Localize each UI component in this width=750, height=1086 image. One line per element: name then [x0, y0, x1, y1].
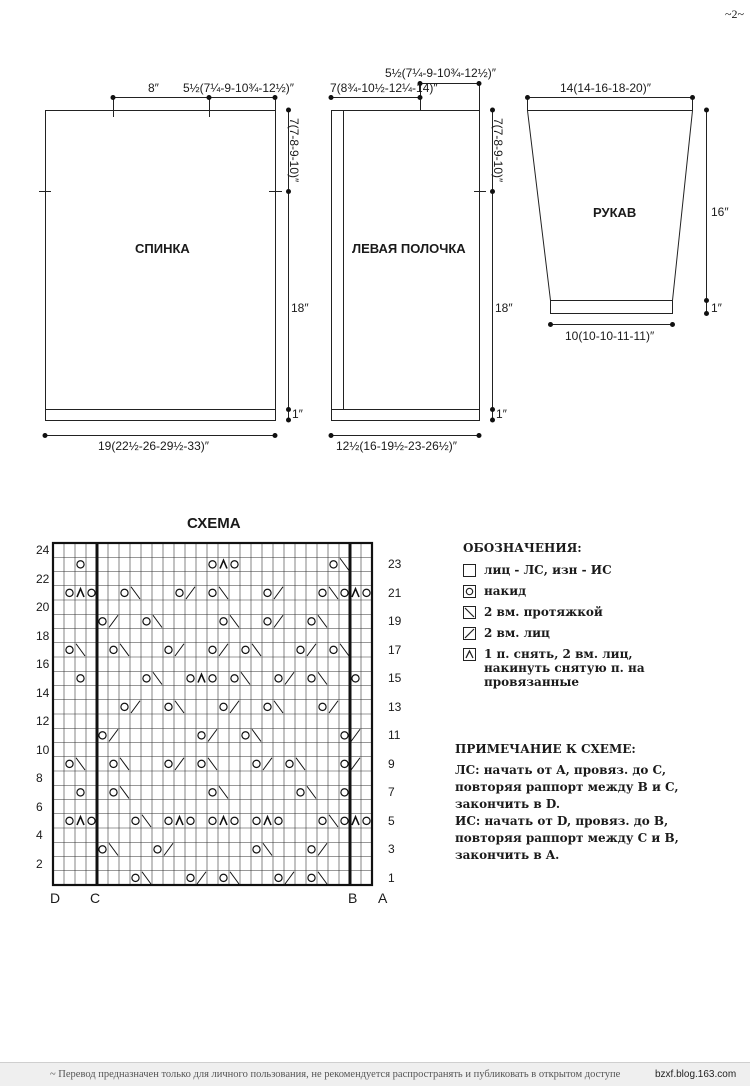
- yarn-over-mark: [66, 817, 73, 824]
- chart-edge-label: B: [348, 890, 358, 906]
- k2tog-mark: [175, 644, 184, 656]
- k2tog-mark: [208, 729, 217, 741]
- sk2p-mark: [77, 817, 84, 825]
- row-number: 9: [388, 756, 395, 771]
- yarn-over-mark: [264, 618, 271, 625]
- yarn-over-mark: [165, 646, 172, 653]
- ssk-mark: [241, 672, 250, 684]
- ssk-mark: [230, 615, 239, 627]
- note-line: ИС: начать от D, провяз. до B,: [455, 814, 669, 828]
- row-number: 22: [36, 571, 50, 586]
- knit-symbol-icon: [463, 564, 476, 577]
- yarn-over-mark: [275, 675, 282, 682]
- ssk-mark: [153, 672, 162, 684]
- legend-item-text: 1 п. снять, 2 вм. лиц, накинуть снятую п. на провязанные: [484, 647, 645, 689]
- ssk-mark: [142, 872, 151, 884]
- yarn-over-mark: [341, 817, 348, 824]
- row-number: 13: [388, 699, 402, 714]
- k2tog-mark: [164, 843, 173, 855]
- k2tog-mark: [109, 729, 118, 741]
- yarn-over-mark: [198, 760, 205, 767]
- sk2p-mark: [352, 817, 359, 825]
- yarn-over-mark: [341, 760, 348, 767]
- yarn-over-mark: [231, 817, 238, 824]
- ssk-mark: [142, 815, 151, 827]
- footer: [0, 1062, 750, 1086]
- sk2p-mark: [77, 589, 84, 597]
- row-number: 15: [388, 671, 402, 686]
- back-panel-outline: [46, 111, 276, 421]
- yarn-over-mark: [99, 846, 106, 853]
- back-label: СПИНКА: [135, 241, 190, 256]
- chart-edge-label: C: [90, 890, 101, 906]
- sk2p-mark: [176, 817, 183, 825]
- sk2p-mark: [198, 674, 205, 682]
- yarn-over-mark: [110, 646, 117, 653]
- yarn-over-mark: [242, 732, 249, 739]
- yarn-over-mark: [209, 646, 216, 653]
- ssk-mark: [175, 701, 184, 713]
- k2tog-mark: [175, 758, 184, 770]
- chart-edge-label: D: [50, 890, 61, 906]
- k2tog-mark: [197, 872, 206, 884]
- yarn-over-mark: [77, 561, 84, 568]
- k2tog-mark: [318, 843, 327, 855]
- yarn-over-mark: [143, 618, 150, 625]
- k2tog-mark: [307, 644, 316, 656]
- yarn-over-mark: [99, 618, 106, 625]
- ssk-mark: [219, 587, 228, 599]
- yarn-over-mark: [341, 789, 348, 796]
- yarn-over-mark: [66, 589, 73, 596]
- row-number: 17: [388, 642, 402, 657]
- ssk-mark: [296, 758, 305, 770]
- legend-item-yarn-over: [463, 584, 723, 598]
- back-rib: 1″: [292, 407, 303, 421]
- yarn-over-mark: [231, 561, 238, 568]
- note-line: повторяя раппорт между C и B,: [455, 831, 679, 845]
- yarn-over-mark: [308, 675, 315, 682]
- yarn-over-mark: [77, 789, 84, 796]
- note-line: ЛС: начать от A, провяз. до C,: [455, 763, 667, 777]
- row-number: 10: [36, 742, 50, 757]
- yarn-over-mark: [330, 561, 337, 568]
- yarn-over-mark: [253, 846, 260, 853]
- footer-watermark: bzxf.blog.163.com: [652, 1070, 736, 1080]
- ssk-mark: [230, 872, 239, 884]
- ssk-mark: [153, 615, 162, 627]
- legend: [463, 541, 723, 696]
- row-number: 20: [36, 600, 50, 614]
- ssk-mark: [252, 644, 261, 656]
- yarn-over-mark: [308, 618, 315, 625]
- ssk-mark: [318, 872, 327, 884]
- yarn-over-mark: [198, 732, 205, 739]
- legend-item-text: лиц - ЛС, изн - ИС: [484, 563, 612, 577]
- k2tog-mark: [109, 615, 118, 627]
- row-number: 5: [388, 813, 395, 828]
- yarn-over-mark: [341, 732, 348, 739]
- chart-border: [53, 543, 372, 885]
- legend-item-knit: [463, 563, 723, 577]
- yarn-over-mark: [187, 874, 194, 881]
- legend-item-sk2p: [463, 647, 723, 689]
- ssk-mark: [318, 615, 327, 627]
- yarn-over-mark: [66, 760, 73, 767]
- sk2p-mark: [264, 817, 271, 825]
- row-number: 23: [388, 557, 402, 572]
- k2tog-mark: [351, 758, 360, 770]
- note-line: закончить в D.: [455, 797, 560, 811]
- yarn-over-mark: [286, 760, 293, 767]
- chart-title: СХЕМА: [187, 515, 241, 532]
- sleeve-width-top: 14(14-16-18-20)″: [560, 81, 651, 95]
- yarn-over-mark: [121, 589, 128, 596]
- yarn-over-mark: [132, 874, 139, 881]
- yarn-over-mark: [209, 817, 216, 824]
- yarn-over-mark: [121, 703, 128, 710]
- note-line: повторяя раппорт между B и C,: [455, 780, 679, 794]
- yarn-over-mark: [352, 675, 359, 682]
- ssk-mark: [109, 843, 118, 855]
- k2tog-mark: [230, 701, 239, 713]
- sk2p-mark: [352, 589, 359, 597]
- front-panel-outline: [332, 111, 480, 421]
- yarn-over-mark: [330, 646, 337, 653]
- yarn-over-mark: [88, 589, 95, 596]
- ssk-mark: [318, 672, 327, 684]
- yarn-over-mark: [242, 646, 249, 653]
- yarn-over-mark: [363, 817, 370, 824]
- garment-schematics: [0, 0, 750, 470]
- ssk-mark: [252, 729, 261, 741]
- front-armhole: 7(7-8-9-10)″: [491, 118, 505, 183]
- yarn-over-mark: [220, 874, 227, 881]
- row-number: 21: [388, 585, 402, 600]
- yarn-over-mark: [77, 675, 84, 682]
- k2tog-mark: [274, 587, 283, 599]
- legend-title: ОБОЗНАЧЕНИЯ:: [463, 541, 582, 555]
- yarn-over-mark: [176, 589, 183, 596]
- sleeve-rib: 1″: [711, 301, 722, 315]
- row-number: 19: [388, 614, 402, 629]
- yarn-over-mark: [110, 789, 117, 796]
- k2tog-mark: [186, 587, 195, 599]
- chart-edge-label: A: [378, 890, 388, 906]
- front-top-lower: 7(8¾-10½-12¼-14)″: [330, 81, 438, 95]
- front-width-bottom: 12½(16-19½-23-26½)″: [336, 439, 457, 453]
- back-width-top-right: 5½(7¼-9-10¾-12½)″: [183, 81, 294, 95]
- yarn-over-mark: [165, 817, 172, 824]
- row-number: 6: [36, 799, 43, 814]
- yarn-over-mark: [319, 589, 326, 596]
- yarn-over-mark: [165, 703, 172, 710]
- ssk-mark: [329, 815, 338, 827]
- front-body-length: 18″: [495, 301, 513, 315]
- sk2p-mark: [220, 560, 227, 568]
- row-number: 14: [36, 685, 50, 700]
- yarn-over-mark: [275, 874, 282, 881]
- yarn-over-mark: [275, 817, 282, 824]
- note-title: ПРИМЕЧАНИЕ К СХЕМЕ:: [455, 742, 636, 756]
- page-number: ~2~: [725, 7, 744, 21]
- row-number: 4: [36, 828, 43, 842]
- back-width-top-left: 8″: [148, 81, 159, 95]
- ssk-mark: [76, 758, 85, 770]
- legend-item-text: накид: [484, 584, 527, 598]
- k2tog-mark: [274, 615, 283, 627]
- yarn-over-mark: [253, 817, 260, 824]
- row-number: 2: [36, 856, 43, 871]
- yarn-over-mark: [88, 817, 95, 824]
- footer-disclaimer: ~ Перевод предназначен только для личного пользования, не рекомендуется распространять и публиковать в открытом доступе: [50, 1069, 621, 1080]
- front-rib: 1″: [496, 407, 507, 421]
- row-number: 1: [388, 870, 395, 885]
- ssk-symbol-icon: [463, 606, 476, 619]
- front-label: ЛЕВАЯ ПОЛОЧКА: [352, 241, 466, 256]
- yarn-over-mark: [143, 675, 150, 682]
- k2tog-symbol-icon: [463, 627, 476, 640]
- legend-item-text: 2 вм. протяжкой: [484, 605, 603, 619]
- yarn-over-mark: [220, 618, 227, 625]
- sleeve-label: РУКАВ: [593, 205, 637, 220]
- yarn-over-mark: [308, 846, 315, 853]
- yarn-over-mark: [264, 703, 271, 710]
- yarn-over-mark: [209, 561, 216, 568]
- yarn-over-mark: [297, 646, 304, 653]
- yarn-over-mark: [66, 646, 73, 653]
- yarn-over-mark: [209, 589, 216, 596]
- yarn-over-mark: [341, 589, 348, 596]
- yarn-over-mark: [209, 789, 216, 796]
- ssk-mark: [340, 644, 349, 656]
- row-number: 11: [388, 728, 401, 743]
- chart-note: [455, 741, 735, 864]
- legend-item-ssk: [463, 605, 723, 619]
- sleeve-width-bottom: 10(10-10-11-11)″: [565, 329, 655, 343]
- yarn-over-mark: [209, 675, 216, 682]
- k2tog-mark: [351, 729, 360, 741]
- yarn-over-mark: [319, 703, 326, 710]
- legend-item-k2tog: [463, 626, 723, 640]
- k2tog-mark: [131, 701, 140, 713]
- ssk-mark: [76, 644, 85, 656]
- ssk-mark: [329, 587, 338, 599]
- note-line: закончить в A.: [455, 848, 560, 862]
- yarn-over-mark: [187, 817, 194, 824]
- k2tog-mark: [285, 872, 294, 884]
- yarn-over-mark: [308, 874, 315, 881]
- ssk-mark: [263, 843, 272, 855]
- row-number: 24: [36, 543, 50, 557]
- yarn-over-mark: [319, 817, 326, 824]
- k2tog-mark: [285, 672, 294, 684]
- k2tog-mark: [329, 701, 338, 713]
- k2tog-mark: [263, 758, 272, 770]
- sleeve-length: 16″: [711, 205, 729, 219]
- front-top-upper: 5½(7¼-9-10¾-12½)″: [385, 66, 496, 80]
- yarn-over-mark: [220, 703, 227, 710]
- ssk-mark: [340, 558, 349, 570]
- ssk-mark: [307, 786, 316, 798]
- yarn-over-mark: [154, 846, 161, 853]
- back-body-length: 18″: [291, 301, 309, 315]
- sk2p-mark: [220, 817, 227, 825]
- ssk-mark: [274, 701, 283, 713]
- yarn-over-mark: [231, 675, 238, 682]
- yarn-over-symbol-icon: [463, 585, 476, 598]
- yarn-over-mark: [187, 675, 194, 682]
- yarn-over-mark: [297, 789, 304, 796]
- yarn-over-mark: [363, 589, 370, 596]
- ssk-mark: [120, 644, 129, 656]
- legend-item-text: 2 вм. лиц: [484, 626, 550, 640]
- yarn-over-mark: [99, 732, 106, 739]
- yarn-over-mark: [264, 589, 271, 596]
- sk2p-symbol-icon: [463, 648, 476, 661]
- row-number: 18: [36, 628, 50, 643]
- row-number: 3: [388, 842, 395, 857]
- k2tog-mark: [219, 644, 228, 656]
- ssk-mark: [120, 758, 129, 770]
- yarn-over-mark: [110, 760, 117, 767]
- yarn-over-mark: [132, 817, 139, 824]
- row-number: 12: [36, 714, 50, 728]
- ssk-mark: [131, 587, 140, 599]
- ssk-mark: [219, 786, 228, 798]
- yarn-over-mark: [253, 760, 260, 767]
- yarn-over-mark: [165, 760, 172, 767]
- back-width-bottom: 19(22½-26-29½-33)″: [98, 439, 209, 453]
- back-armhole: 7(7-8-9-10)″: [287, 118, 301, 183]
- ssk-mark: [120, 786, 129, 798]
- ssk-mark: [208, 758, 217, 770]
- row-number: 16: [36, 657, 50, 671]
- row-number: 8: [36, 771, 43, 785]
- row-number: 7: [388, 785, 395, 800]
